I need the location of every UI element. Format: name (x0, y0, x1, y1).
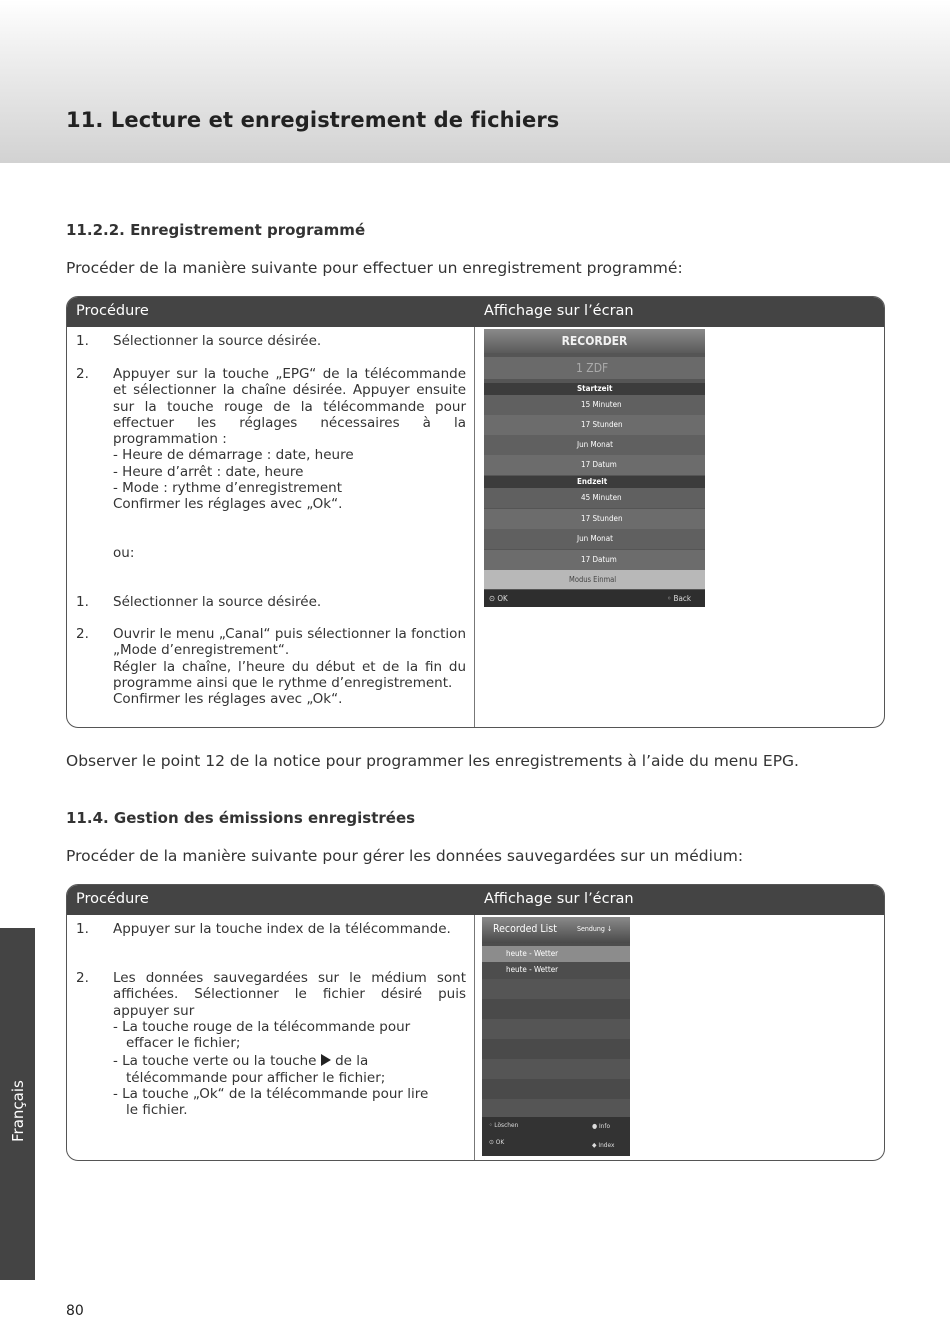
screen-title-bar (482, 917, 630, 943)
menu-row: 15 Minuten (484, 395, 705, 415)
header-band (0, 0, 950, 163)
section-intro: Procéder de la manière suivante pour gérer les données sauvegardées sur un médium: (66, 847, 744, 865)
list-row (482, 999, 630, 1019)
step-number: 1. (76, 594, 89, 610)
procedure-step (76, 333, 466, 349)
bullet-text: - La touche verte ou la touche (113, 1053, 317, 1070)
step-text: - Mode : rythme d’enregistrement (113, 480, 343, 497)
back-hint: ◦ Back (666, 594, 691, 603)
procedure-step (76, 970, 466, 1119)
table-header (67, 297, 884, 327)
recorded-list-screenshot (482, 917, 630, 1156)
step-bullet: effacer le fichier; (126, 1035, 241, 1052)
menu-row: Jun Monat (484, 435, 705, 455)
recorder-screenshot (484, 329, 705, 607)
step-text: Sélectionner la source désirée. (113, 333, 322, 349)
step-bullet: - La touche „Ok“ de la télécommande pour lire (113, 1086, 429, 1103)
step-text: Appuyer sur la touche index de la télécommande. (113, 921, 451, 937)
screen-title: RECORDER (484, 329, 705, 353)
step-text: Régler la chaîne, l’heure du début et de la fin du programme ainsi que le rythme d’enregistrement. (113, 658, 466, 691)
epg-note: Observer le point 12 de la notice pour programmer les enregistrements à l’aide du menu EPG. (66, 752, 799, 770)
column-divider (474, 327, 475, 727)
ok-hint: ⊙ OK (489, 594, 508, 603)
list-row (482, 1079, 630, 1099)
ok-hint: ⊙ OK (489, 1138, 505, 1146)
step-text: Ouvrir le menu „Canal“ puis sélectionner la fonction „Mode d’enregistrement“. (113, 626, 466, 659)
menu-row: 17 Stunden (484, 509, 705, 529)
index-hint: ◆ Index (592, 1141, 615, 1149)
section-heading: 11.2.2. Enregistrement programmé (66, 221, 366, 239)
step-number: 2. (76, 366, 89, 382)
step-number: 2. (76, 970, 89, 986)
step-number: 2. (76, 626, 89, 642)
procedure-step (76, 626, 466, 707)
list-row (482, 1099, 630, 1117)
screen-footer (484, 590, 705, 607)
menu-row: 17 Datum (484, 455, 705, 475)
step-bullet: le fichier. (126, 1102, 188, 1119)
start-group: Startzeit (484, 383, 705, 395)
list-row (482, 1019, 630, 1039)
step-text: Confirmer les réglages avec „Ok“. (113, 691, 343, 708)
step-number: 1. (76, 333, 89, 349)
procedure-step (76, 594, 466, 610)
list-row (482, 979, 630, 999)
step-text: Appuyer sur la touche „EPG“ de la télécommande et sélectionner la chaîne désirée. Appuyer ensuite sur la touche rouge de la télécommande pour effectuer les réglages nécessaires à la programmation : (113, 366, 466, 448)
procedure-step (76, 366, 466, 513)
procedure-table (66, 884, 885, 1161)
language-label: Français (9, 1080, 27, 1142)
section-heading: 11.4. Gestion des émissions enregistrées (66, 809, 416, 827)
step-bullet: télécommande pour afficher le fichier; (126, 1069, 386, 1086)
menu-row: 17 Stunden (484, 415, 705, 435)
chapter-title: 11. Lecture et enregistrement de fichiers (66, 108, 560, 132)
step-bullet: - La touche rouge de la télécommande pour (113, 1018, 411, 1035)
play-icon (321, 1054, 331, 1066)
list-row (482, 1039, 630, 1059)
step-bullet (113, 1053, 466, 1069)
column-divider (474, 915, 475, 1160)
menu-row: 17 Datum (484, 550, 705, 570)
end-group: Endzeit (484, 476, 705, 488)
step-text: - Heure de démarrage : date, heure (113, 447, 354, 464)
menu-row: Jun Monat (484, 529, 705, 549)
step-text: - Heure d’arrêt : date, heure (113, 463, 304, 480)
list-row (482, 1059, 630, 1079)
table-header (67, 885, 884, 915)
menu-row: 45 Minuten (484, 488, 705, 508)
step-number: 1. (76, 921, 89, 937)
column-header-procedure: Procédure (76, 303, 149, 319)
column-header-screen: Affichage sur l’écran (484, 891, 634, 907)
sort-label: Sendung ↓ (577, 925, 613, 933)
or-text: ou: (113, 545, 135, 561)
column-header-screen: Affichage sur l’écran (484, 303, 634, 319)
info-hint: ● Info (592, 1122, 611, 1130)
step-text: Confirmer les réglages avec „Ok“. (113, 496, 343, 513)
procedure-step (76, 921, 466, 937)
channel-field: 1 ZDF (484, 357, 705, 379)
screen-footer (482, 1117, 630, 1156)
delete-hint: ◦ Löschen (489, 1121, 519, 1129)
column-header-procedure: Procédure (76, 891, 149, 907)
bullet-text: de la (335, 1053, 369, 1070)
step-text: Les données sauvegardées sur le médium sont affichées. Sélectionner le fichier désiré puis appuyer sur (113, 970, 466, 1019)
step-text: Sélectionner la source désirée. (113, 594, 322, 610)
section-intro: Procéder de la manière suivante pour effectuer un enregistrement programmé: (66, 259, 683, 277)
page-number: 80 (66, 1303, 84, 1319)
mode-row: Modus Einmal (484, 570, 705, 589)
screen-title: Recorded List (493, 923, 557, 935)
procedure-table (66, 296, 885, 728)
list-item: heute - Wetter (506, 965, 559, 974)
or-label (76, 545, 466, 561)
list-item: heute - Wetter (482, 946, 630, 962)
